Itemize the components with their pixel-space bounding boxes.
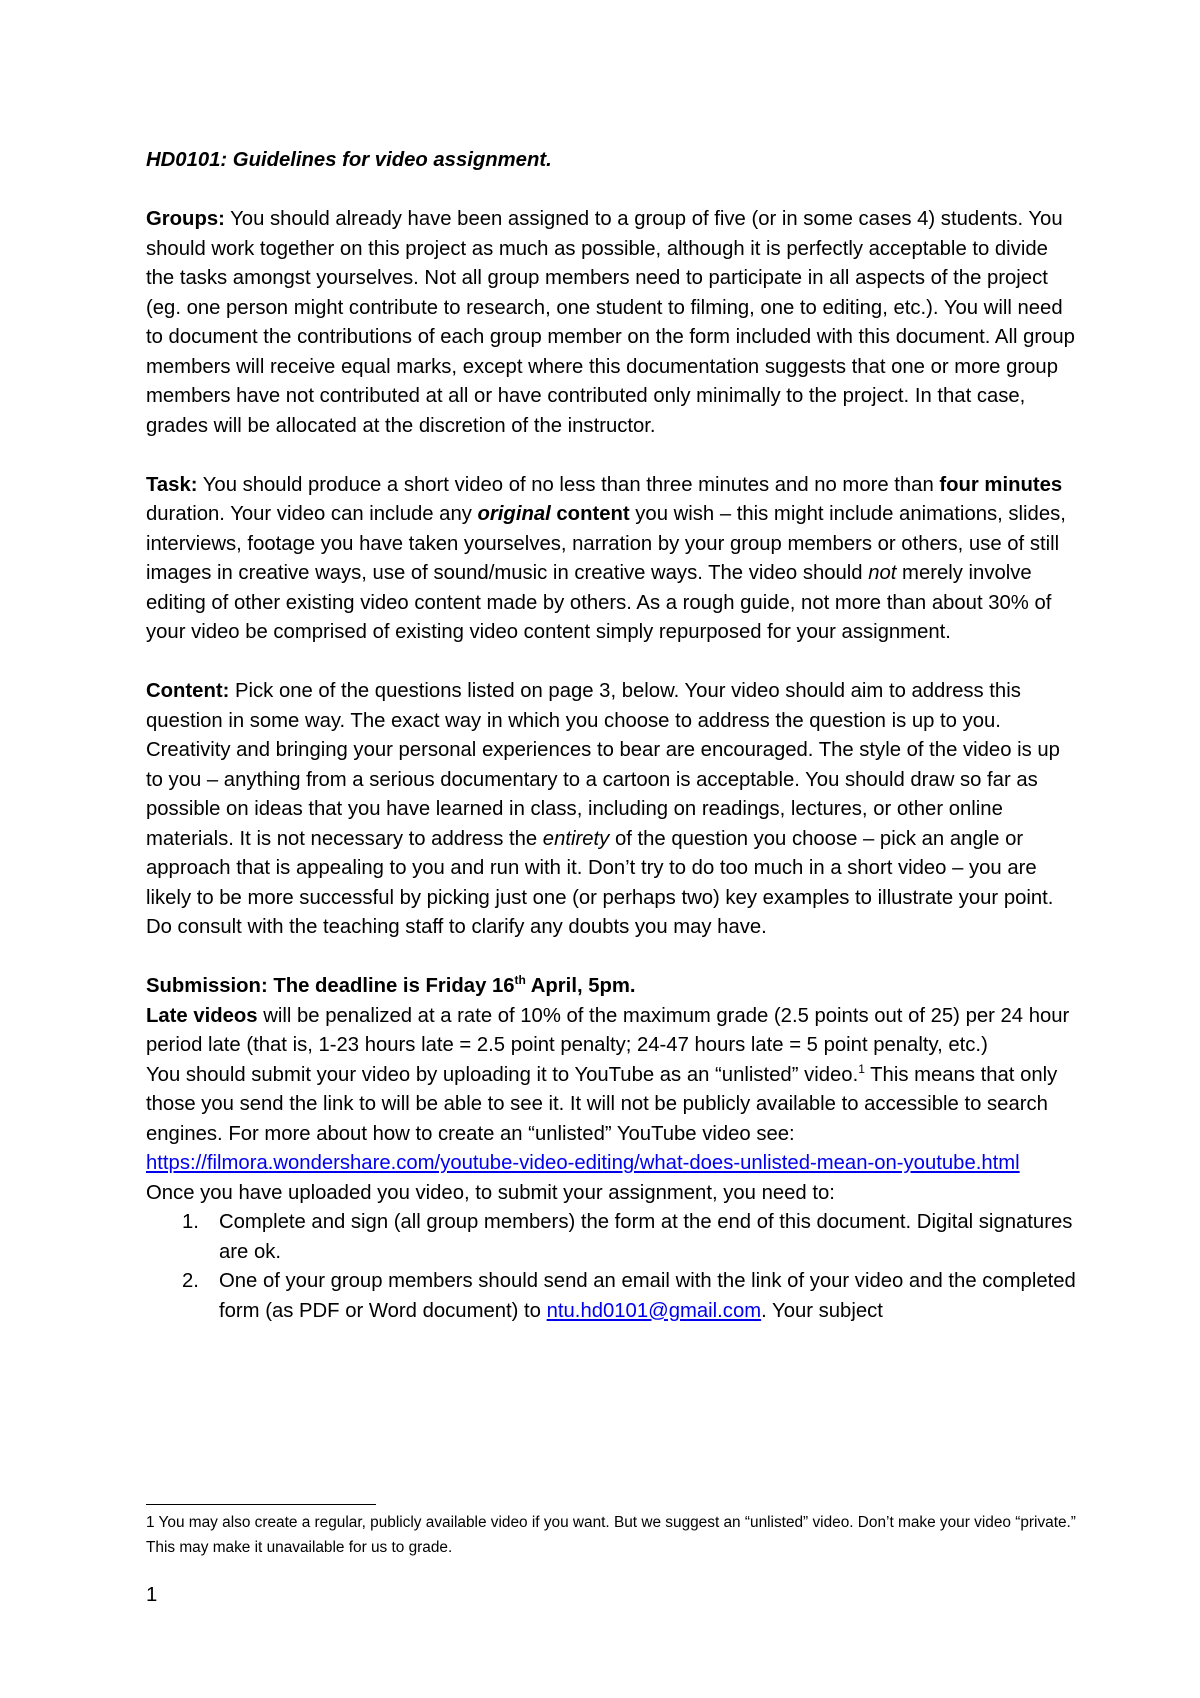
- task-emphasis: four minutes: [939, 473, 1063, 496]
- content-text: of the question you choose – pick an angle or approach that is appealing to you and run with it. Don’t try to do too much in a short video – you are likely to be more successful by picking just one (or perhaps two) key examples to illustrate your point. Do consult with the teaching staff to clarify any doubts you may have.: [146, 827, 1054, 938]
- task-text: you wish – this might include animations, slides, interviews, footage you have taken yourselves, narration by your group members or others, use of still images in creative ways, use of sound/music in creative ways. The video should: [146, 503, 1066, 584]
- task-text: You should produce a short video of no less than three minutes and no more than: [197, 473, 940, 496]
- task-paragraph: [146, 471, 1076, 648]
- list-item-number: 1.: [182, 1211, 199, 1233]
- footnote: 1 You may also create a regular, publicly available video if you want. But we suggest an “unlisted” video. Don’t make your video “private.” This may make it unavailable for us to grade.: [146, 1514, 1076, 1556]
- footnote-separator: [146, 1504, 376, 1505]
- upload-text: You should submit your video by uploading it to YouTube as an “unlisted” video.: [146, 1063, 859, 1086]
- upload-paragraph: [146, 1061, 1076, 1179]
- once-uploaded-text: Once you have uploaded you video, to submit your assignment, you need to:: [146, 1181, 835, 1204]
- content-text: Pick one of the questions listed on page 3, below. Your video should aim to address this question in some way. The exact way in which you choose to address the question is up to you. Creativity and bringing your personal experiences to bear are encouraged. The style of the video is up to you – anything from a serious documentary to a cartoon is acceptable. You should draw so far as possible on ideas that you have learned in class, including on readings, lectures, or other online materials. It is not necessary to address the: [146, 680, 1060, 850]
- list-item: [146, 1208, 1076, 1267]
- list-item-text: One of your group members should send an email with the link of your video and the completed form (as PDF or Word document) to: [219, 1270, 1076, 1322]
- submission-heading-text: April, 5pm.: [525, 975, 636, 997]
- unlisted-info-link[interactable]: https://filmora.wondershare.com/youtube-video-editing/what-does-unlisted-mean-on-youtube.html: [146, 1152, 1020, 1174]
- submission-steps-list: [146, 1208, 1076, 1326]
- content-paragraph: [146, 677, 1076, 943]
- task-emphasis: original: [477, 503, 551, 525]
- list-item-text: . Your subject: [761, 1299, 883, 1322]
- task-text: merely involve editing of other existing video content made by others. As a rough guide, not more than about 30% of your video be comprised of existing video content simply repurposed for your assignment.: [146, 562, 1052, 643]
- list-item-text: Complete and sign (all group members) the form at the end of this document. Digital signatures are ok.: [219, 1211, 1073, 1263]
- submission-heading-text: Submission: The deadline is Friday 16: [146, 975, 515, 997]
- late-label: Late videos: [146, 1004, 258, 1027]
- task-emphasis: content: [556, 503, 630, 525]
- list-item-number: 2.: [182, 1270, 199, 1292]
- task-label: Task:: [146, 473, 198, 496]
- groups-paragraph: [146, 205, 1076, 441]
- email-link[interactable]: ntu.hd0101@gmail.com: [546, 1299, 762, 1322]
- submission-heading: [146, 972, 1076, 1002]
- footnote-ref[interactable]: 1: [858, 1061, 865, 1076]
- groups-text: You should already have been assigned to a group of five (or in some cases 4) students. You should work together on this project as much as possible, although it is perfectly acceptable to divide the tasks amongst yourselves. Not all group members need to participate in all aspects of the project (eg. one person might contribute to research, one student to filming, one to editing, etc.). You will need to document the contributions of each group member on the form included with this document. All group members will receive equal marks, except where this documentation suggests that one or more group members have not contributed at all or have contributed only minimally to the project. In that case, grades will be allocated at the discretion of the instructor.: [146, 208, 1075, 437]
- content-emphasis: entirety: [542, 827, 610, 850]
- content-label: Content:: [146, 680, 230, 702]
- list-item: [146, 1267, 1076, 1326]
- upload-text: This means that only those you send the link to will be able to see it. It will not be publicly available to accessible to search engines. For more about how to create an “unlisted” YouTube video see:: [146, 1063, 1058, 1145]
- late-text: will be penalized at a rate of 10% of the maximum grade (2.5 points out of 25) per 24 hour period late (that is, 1-23 hours late = 2.5 point penalty; 24-47 hours late = 5 point penalty, etc.): [146, 1004, 1070, 1056]
- groups-label: Groups:: [146, 208, 225, 230]
- page-number: 1: [146, 1584, 158, 1606]
- document-title: HD0101: Guidelines for video assignment.: [146, 149, 552, 171]
- late-paragraph: [146, 1002, 1076, 1061]
- document-body: [146, 146, 1076, 1326]
- ordinal-suffix: th: [514, 973, 526, 988]
- task-text: duration. Your video can include any: [146, 503, 478, 525]
- task-emphasis: not: [868, 562, 897, 584]
